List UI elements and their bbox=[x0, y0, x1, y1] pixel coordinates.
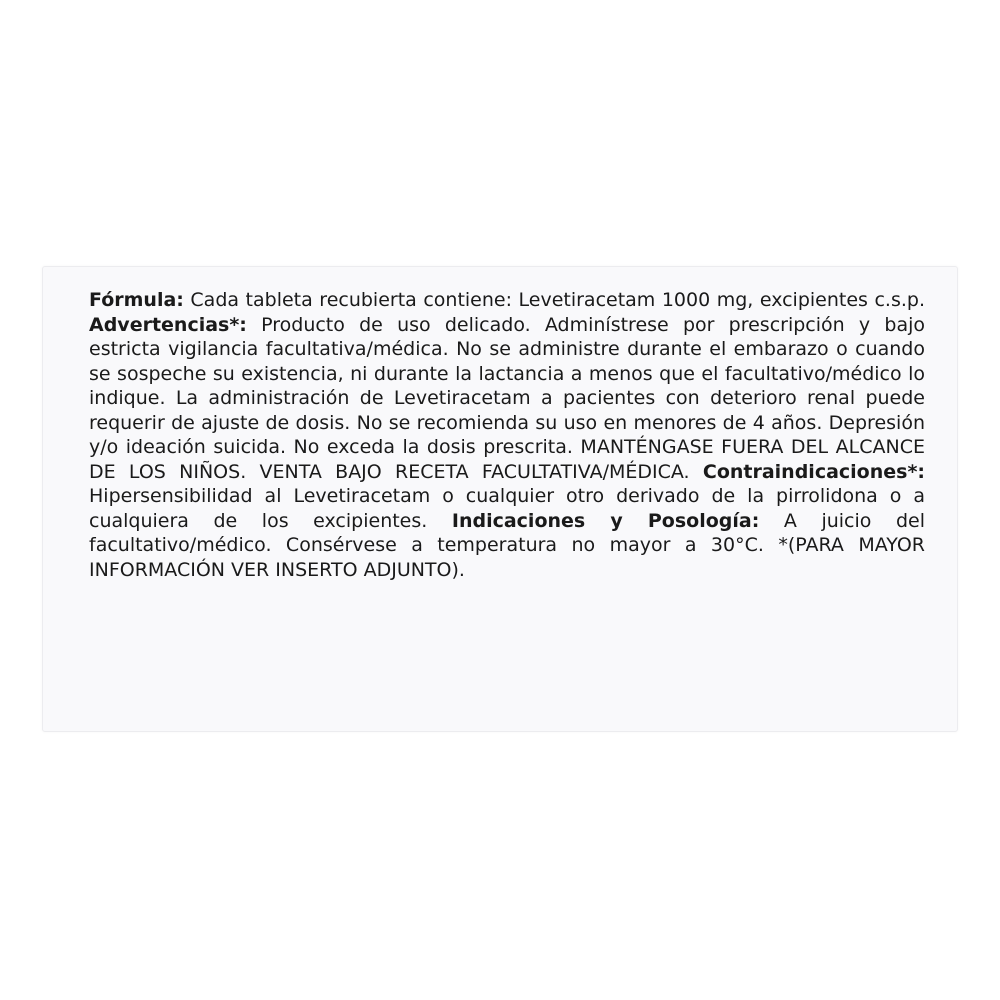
warnings-text: Producto de uso delicado. Adminístrese por prescripción y bajo estricta vigilancia facultativa/médica. No se administre durante el embarazo o cuando se sospeche su existencia, ni durante la lactancia a menos que el facultativo/médico lo indique. La administración de Levetiracetam a pacientes con deterioro renal puede requerir de ajuste de dosis. No se recomienda su uso en menores de 4 años. Depresión y/o ideación suicida. No exceda la dosis prescrita. MANTÉNGASE FUERA DEL ALCANCE DE LOS NIÑOS. VENTA BAJO RECETA FACULTATIVA/MÉDICA. bbox=[89, 313, 925, 483]
dosage-text: A juicio del facultativo/médico. Consérvese a temperatura no mayor a 30°C. *(PARA MAYOR INFORMACIÓN VER INSERTO ADJUNTO). bbox=[89, 509, 925, 581]
dosage-heading: Indicaciones y Posología: bbox=[451, 509, 760, 532]
formula-heading: Fórmula: bbox=[89, 289, 184, 311]
formula-text: Cada tableta recubierta contiene: Levetiracetam 1000 mg, excipientes c.s.p. bbox=[183, 289, 925, 311]
label-text-block bbox=[89, 288, 925, 582]
warnings-heading: Advertencias*: bbox=[89, 313, 247, 336]
contraindications-text: Hipersensibilidad al Levetiracetam o cualquier otro derivado de la pirrolidona o a cualquiera de los excipientes. bbox=[89, 485, 925, 532]
package-label-panel bbox=[42, 266, 958, 732]
contraindications-heading: Contraindicaciones*: bbox=[702, 460, 925, 483]
